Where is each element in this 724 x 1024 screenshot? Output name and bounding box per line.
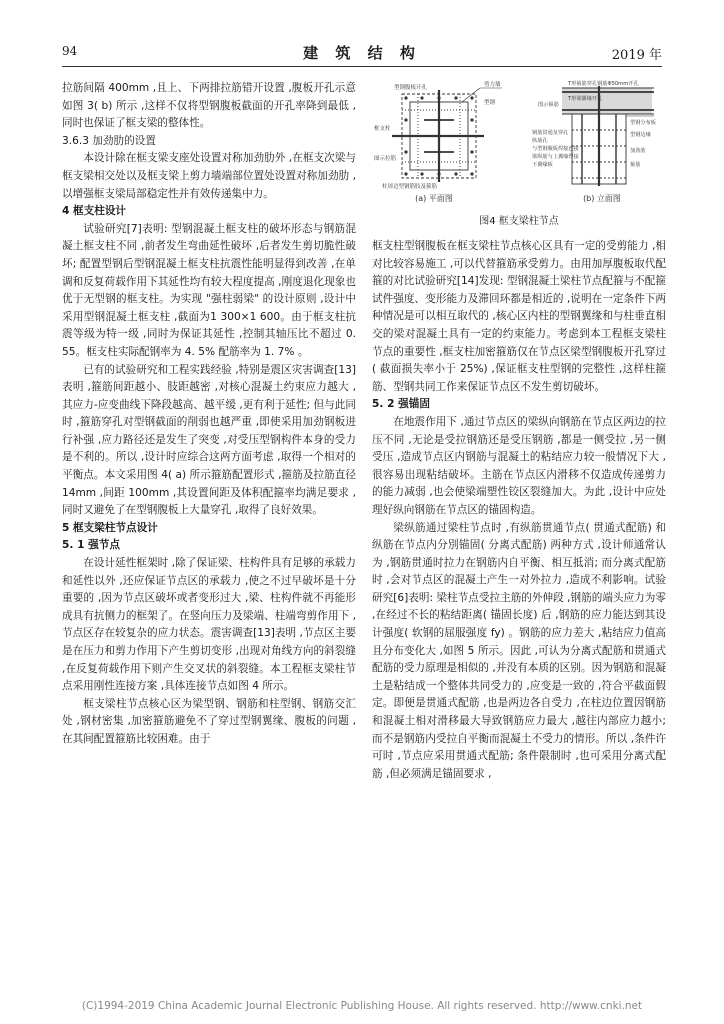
copyright-footer: (C)1994-2019 China Academic Journal Electronic Publishing House. All rights reserved. http://www.cnki.net: [81, 1000, 643, 1012]
paragraph: 试验研究[7]表明: 型钢混凝土框支柱的破坏形态与钢筋混凝土框支柱不同 ,前者发生弯曲延性破坏 ,后者发生剪切脆性破坏; 配置型钢后型钢混凝土框支柱抗震性能明显得到改善 ,在单调和反复荷载作用下其延性均有较大程度提高 ,刚度退化现象也优于无型钢的框支柱。为实现 "强柱弱梁" 的设计原则 ,设计中采用型钢混凝土框支柱 ,截面为1 300×1 600。由于框支柱抗震等级为特一级 ,同时为保证其延性 ,控制其轴压比不超过 0. 55。框支柱实际配钢率为 4. 5% 配筋率为 1. 7% 。: [62, 222, 356, 358]
label-stirrup-b: 图示箍筋: [538, 102, 559, 108]
label-rebar-through: 钢筋贯通及穿孔: [532, 130, 569, 136]
label-lower-flange: 下翼缘板: [532, 162, 553, 168]
section-heading: 3.6.3 加劲肋的设置: [62, 134, 156, 147]
page-header: [62, 42, 662, 64]
label-steel-edge: 型钢边缘: [630, 132, 651, 138]
section-heading: 5. 2 强锚固: [372, 398, 430, 411]
label-frame-column: 框支柱: [374, 126, 391, 132]
figure-4: [372, 80, 666, 230]
section-heading: 5 框支梁柱节点设计: [62, 521, 158, 534]
paragraph: 梁纵筋通过梁柱节点时 ,有纵筋贯通节点( 贯通式配筋) 和纵筋在节点内分別锚固( 分离式配筋) 两种方式 ,设计师通常认为 ,钢筋贯通时拉力在钢筋内自平衡、相互抵消; 而分离式配筋时 ,会对节点区的混凝土产生一对外拉力 ,造成不利影响。试验研究[6]表明: 梁柱节点受拉主筋的外伸段 ,钢筋的端头应力为零 ,在经过不长的粘结距离( 锚固长度) 后 ,钢筋的应力能达到其设计强度( 软钢的屈服强度 fy) 。钢筋的应力差大 ,粘结应力值高且分布变化大 ,如图 5 所示。因此 ,可认为分离式配筋和贯通式配筋的受力原理是相似的 ,并没有本质的区别。因为钢筋和混凝土是粘结成一个整体共同受力的 ,应变是一致的 ,符合平截面假定。即便是贯通式配筋 ,也是两边各自受力 ,在柱边位置因钢筋和混凝土相对滑移最大导致钢筋应力最大 ,越往内部应力越小; 而不是钢筋内受拉自平衡而混凝土不受力的情形。所以 ,条件许可时 ,节点应采用贯通式配筋; 条件限制时 ,也可采用分离式配筋 ,但必须满足锚固要求 ,: [372, 521, 666, 780]
label-stiffener: 加劲肋: [630, 148, 646, 154]
paragraph: 框支梁柱节点核心区为梁型钢、钢筋和柱型钢、钢筋交汇处 ,钢材密集 ,加密箍筋避免不了穿过型钢翼缘、腹板的问题 ,在其间配置箍筋比较困难。由于: [62, 697, 356, 745]
label-stirrup-end: 箍筋: [630, 162, 641, 168]
subcaption-elevation: (b) 立面图: [583, 194, 621, 203]
paragraph: 本设计除在框支梁支座处设置对称加劲肋外 ,在框支次梁与框支梁相交处以及框支梁上剪力墙端部位置处设置对称加劲肋 ,以增强框支梁局部稳定性并有效传递集中力。: [62, 152, 356, 200]
paragraph: 在地震作用下 ,通过节点区的梁纵向钢筋在节点区两边的拉压不同 ,无论是受拉钢筋还是受压钢筋 ,都是一侧受拉 ,另一侧受压 ,造成节点区内钢筋与混凝土的粘结应力较一般情况下大 ,很容易出现粘结破坏。主筋在节点区内滑移不仅造成传递剪力的能力减弱 ,也会使梁端塑性铰区裂缝加大。为此 ,设计中应处理好纵向钢筋在节点区的锚固构造。: [372, 415, 666, 516]
section-heading: 5. 1 强节点: [62, 539, 120, 552]
label-shear-wall: 剪力墙: [484, 82, 501, 88]
paragraph: 已有的试验研究和工程实践经验 ,特别是震区灾害调查[13]表明 ,箍筋间距越小、肢距越密 ,对核心混凝土约束应力越大 ,其应力-应变曲线下降段越高、越平缓 ,更有利于延性; 但与此同时 ,箍筋穿孔对型钢截面的削弱也越严重 ,即使采用加劲钢板进行补强 ,应力路径还是发生了突变 ,对受压型钢构件本身的受力是不利的。所以 ,设计时应综合这两方面考虑 ,取得一个相对的平衡点。本文采用图 4( a) 所示箍筋配置形式 ,箍筋及拉筋直径 14mm ,间距 100mm ,其设置间距及体积配箍率均满足要求 ,同时又避免了在型钢腹板上大量穿孔 ,取得了良好效果。: [62, 363, 356, 517]
figure-4-drawing: [372, 80, 666, 210]
label-rebar-hole: 纵筋孔: [532, 138, 548, 144]
label-weld-flange: 梁纵筋与上翼缘焊接: [532, 154, 579, 160]
label-t-flange-hole: T形梁翼缘开孔: [568, 96, 603, 102]
label-column-perimeter: 柱周边型钢筋肢及箍筋: [382, 184, 438, 190]
header-rule: [62, 66, 662, 67]
paragraph: 拉筋间隔 400mm ,且上、下两排拉筋错开设置 ,腹板开孔示意如图 3( b) 所示 ,这样不仅将型钢腹板截面的开孔率降到最低 ,同时也保证了框支梁的整体性。: [62, 82, 356, 130]
journal-title: 建 筑 结 构: [303, 44, 421, 62]
left-column: [62, 80, 356, 749]
journal-year: 2019 年: [611, 48, 662, 63]
figure-caption: 图4 框支梁柱节点: [479, 216, 559, 227]
subcaption-plan: (a) 平面图: [415, 194, 453, 203]
right-column: [372, 238, 666, 783]
paragraph: 在设计延性框架时 ,除了保证梁、柱构件具有足够的承载力和延性以外 ,还应保证节点区的承载力 ,使之不过早破坏是十分重要的 ,因为节点区破坏或者变形过大 ,梁、柱构件就不再能形成具有抗侧力的框架了。在竖向压力及梁端、柱端弯剪作用下 ,节点区存在较复杂的应力状态。震害调查[13]表明 ,节点区主要是在压力和剪力作用下产生剪切变形 ,出现对角线方向的斜裂缝 ,在反复荷载作用下则产生交叉状的斜裂缝。本工程框支梁柱节点采用刚性连接方案 ,具体连接节点如图 4 所示。: [62, 557, 356, 693]
label-steel: 型钢: [484, 100, 496, 106]
label-web-hole: 型钢腹板开孔: [394, 85, 428, 91]
label-tie-bar: 图示拉筋: [374, 156, 397, 162]
label-distribution-plate: 型钢分布板: [630, 120, 656, 126]
page-number: 94: [62, 44, 78, 58]
paragraph: 框支柱型钢腹板在框支梁柱节点核心区具有一定的受剪能力 ,相对比较容易施工 ,可以代替箍筋承受剪力。由用加厚腹板取代配箍的对比试验研究[14]发现: 型钢混凝土梁柱节点配箍与不配箍试件强度、变形能力及滞回环都是相近的 ,说明在一定条件下两种情况是可以相互取代的 ,核心区内柱的型钢翼缘和与柱垂直相交的梁对混凝土具有一定的约束能力。考虑到本工程框支梁柱节点的重要性 ,框支柱加密箍筋仅在节点区梁型钢腹板开孔穿过( 截面损失率小于 25%) ,保证框支柱型钢的完整性 ,这样柱箍筋、型钢共同工作来保证节点区不发生剪切破坏。: [372, 240, 666, 393]
section-heading: 4 框支柱设计: [62, 205, 127, 218]
label-weld-web: 与型钢腹板焊接连接: [532, 146, 579, 152]
label-t-stirrup-hole: T形箍筋穿孔钢筋Φ50mm开孔: [568, 81, 639, 87]
